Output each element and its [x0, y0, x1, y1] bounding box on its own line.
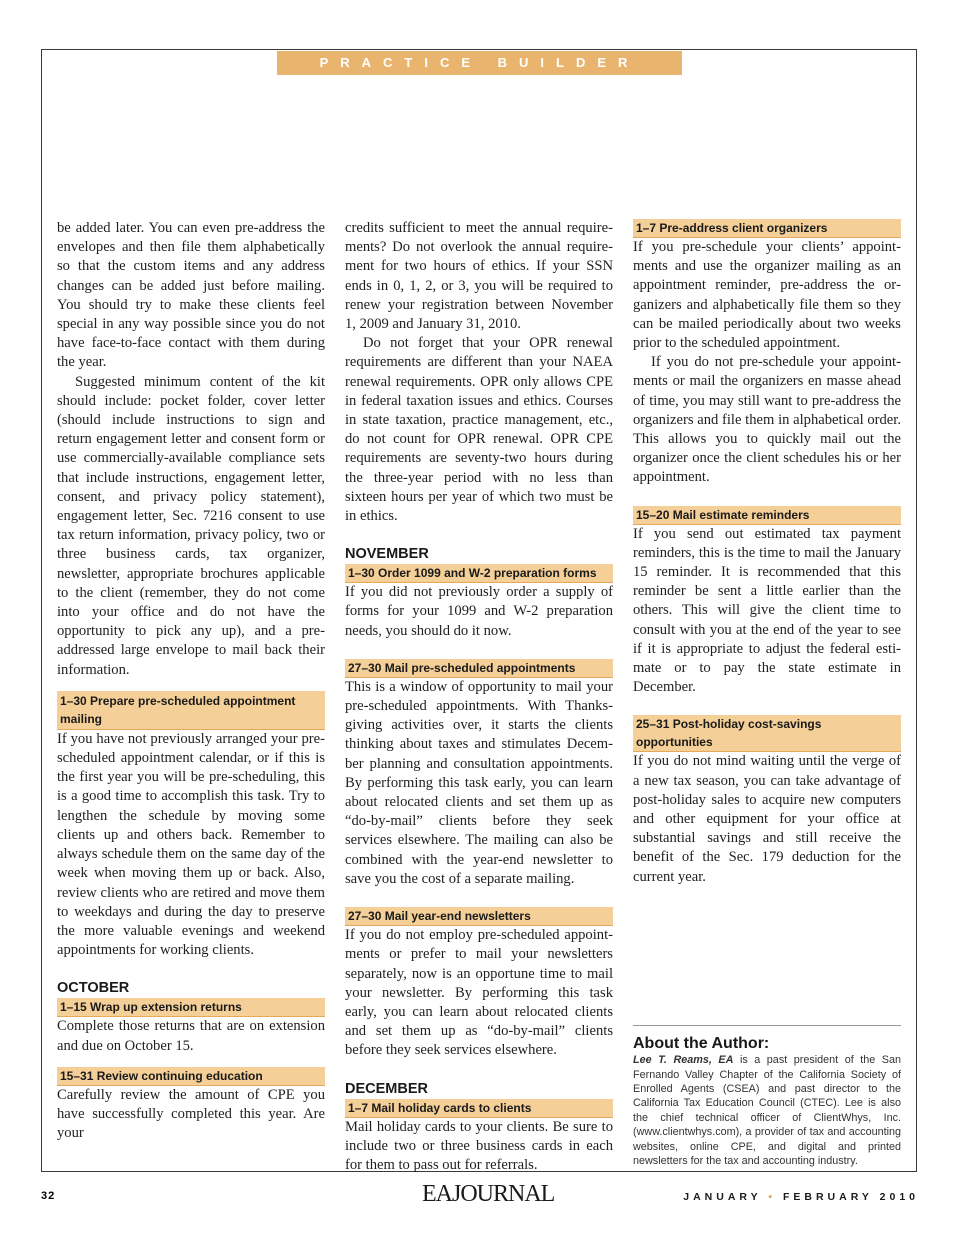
- issue-month-2: FEBRUARY: [782, 1191, 873, 1203]
- task-heading: 15–31 Review continuing education: [57, 1067, 325, 1086]
- author-name: Lee T. Reams, EA: [633, 1054, 734, 1067]
- month-heading-december: DECEMBER: [345, 1080, 428, 1097]
- column-1: [57, 219, 325, 1143]
- task-heading: 27–30 Mail year-end newsletters: [345, 907, 613, 926]
- paragraph: If you did not previously order a supply of forms for your 1099 and W-2 preparation needs, you should do it now.: [345, 584, 613, 639]
- separator-dot: •: [768, 1191, 777, 1203]
- paragraph: Suggested minimum content of the kit should include: pocket folder, cover letter (should include instructions to sign and return engagement letter and consent form or use commercially-available compliance sets that include instructions, engagement letter, consent, and privacy policy statement), engagement letter, Sec. 7216 consent to use tax return information, privacy policy, two or three business cards, tax organizer, newsletter, appropriate brochures applicable to the client (remember, they do not come into your office and do not have the opportunity to pick any up), and a pre-addressed large envelope to mail back their information.: [57, 373, 325, 678]
- month-heading-november: NOVEMBER: [345, 546, 429, 563]
- journal-logo: EAJOURNAL: [422, 1181, 555, 1207]
- column-2: [345, 219, 613, 1175]
- task-heading: 1–15 Wrap up extension returns: [57, 998, 325, 1017]
- paragraph: This is a window of opportunity to mail your pre-scheduled appointments. With Thanksgiving activities over, it starts the clients thinking about taxes and stimulates December planning and consultation appointments. By performing this task early, you can learn about relocated clients and set them up as “do-by-mail” clients before they seek services elsewhere. The mailing can also be combined with the year-end newsletter to save you the cost of a separate mailing.: [345, 678, 613, 887]
- task-heading: 1–30 Prepare pre-scheduled appointment mailing: [57, 691, 325, 730]
- divider: [633, 1025, 901, 1026]
- task-heading: 1–7 Pre-address client organizers: [633, 219, 901, 238]
- issue-date: [683, 1191, 919, 1203]
- paragraph: Mail holiday cards to your clients. Be sure to include two or three business cards in each for them to pass out for referrals.: [345, 1118, 613, 1173]
- task-heading: 1–7 Mail holiday cards to clients: [345, 1099, 613, 1118]
- paragraph: Complete those returns that are on extension and due on October 15.: [57, 1018, 325, 1054]
- paragraph: If you do not pre-schedule your appointments or mail the organizers en masse ahead of time, you may still want to pre-address the organizers and file them in alphabetical order. This allows you to quickly mail out the organizer once the client schedules his or her appointment.: [633, 354, 901, 486]
- paragraph: be added later. You can even pre-address the envelopes and then file them alphabetically so that the custom items and any address changes can be added just before mailing. You should try to make these clients feel special in any way possible since you do not have face-to-face contact with them during the year.: [57, 220, 325, 371]
- paragraph: If you pre-schedule your clients’ appointments and use the organizer mailing as an appointment reminder, pre-address the organizers and alphabetically file them so they can be mailed periodically about two weeks prior to the scheduled appointment.: [633, 239, 901, 352]
- paragraph: If you do not employ pre-scheduled appointments or prefer to mail your newsletters separately, now is an opportune time to mail your newsletter. By performing this task early, you can learn about relocated clients and set them up as “do-by-mail” clients before they seek services elsewhere.: [345, 927, 613, 1059]
- paragraph: If you have not previously arranged your prescheduled appointment calendar, or if this is the first year you will be pre-scheduling, this is a good time to accomplish this task. Try to lengthen the schedule by moving some clients up and others back. Remember to always schedule them on the same day of the week when moving them up or back. Also, review clients who are retired and move them to weekdays and during the day to preserve the more valuable evenings and weekend appointments for working clients.: [57, 730, 325, 959]
- author-bio-text: is a past president of the San Fernando Valley Chapter of the California Society of Enrolled Agents (CSEA) and past director to the California Tax Education Council (CTEC). Lee is also the chief technical officer of ClientWhys, Inc. (www.clientwhys.com), a provider of tax and accounting websites, online CPE, and digital and printed newsletters for the tax and accounting industry.: [633, 1054, 901, 1167]
- month-heading-october: OCTOBER: [57, 980, 130, 997]
- paragraph: Carefully review the amount of CPE you have successfully completed this year. Are your: [57, 1086, 325, 1142]
- author-bio: [633, 1053, 901, 1168]
- task-heading: 25–31 Post-holiday cost-savings opportunities: [633, 715, 901, 752]
- page-number: 32: [41, 1190, 56, 1202]
- task-heading: 15–20 Mail estimate reminders: [633, 506, 901, 525]
- task-heading: 27–30 Mail pre-scheduled appointments: [345, 659, 613, 678]
- issue-year: 2010: [879, 1191, 919, 1203]
- paragraph: Do not forget that your OPR renewal requirements are different than your NAEA renewal requirements. OPR only allows CPE in federal taxation issues and ethics. Courses in state taxation, practice management, etc., do not count for OPR renewal. OPR CPE requirements are seventy-two hours during the three-year period with no less than sixteen hours per year of which two must be in ethics.: [345, 335, 613, 525]
- column-3: [633, 219, 901, 1168]
- paragraph: If you send out estimated tax payment reminders, this is the time to mail the January 15 reminder. It is recommended that this reminder be sent a little earlier than the others. This will give the client time to consult with you at the end of the year to see if it is appropriate to adjust the federal estimate or to pay the state estimate in December.: [633, 525, 901, 696]
- section-banner: PRACTICE BUILDER: [277, 51, 682, 75]
- paragraph: If you do not mind waiting until the verge of a new tax season, you can take advantage of post-holiday sales to acquire new computers and other equipment for your office at substantial savings and still receive the benefit of the Sec. 179 deduction for the current year.: [633, 753, 901, 885]
- about-author-title: About the Author:: [633, 1034, 770, 1052]
- paragraph: credits sufficient to meet the annual requirements? Do not overlook the annual requirement for two hours of ethics. If your SSN ends in 0, 1, 2, or 3, you will be required to renew your registration between November 1, 2009 and January 31, 2010.: [345, 220, 613, 333]
- task-heading: 1–30 Order 1099 and W-2 preparation forms: [345, 564, 613, 583]
- issue-month-1: JANUARY: [683, 1191, 762, 1203]
